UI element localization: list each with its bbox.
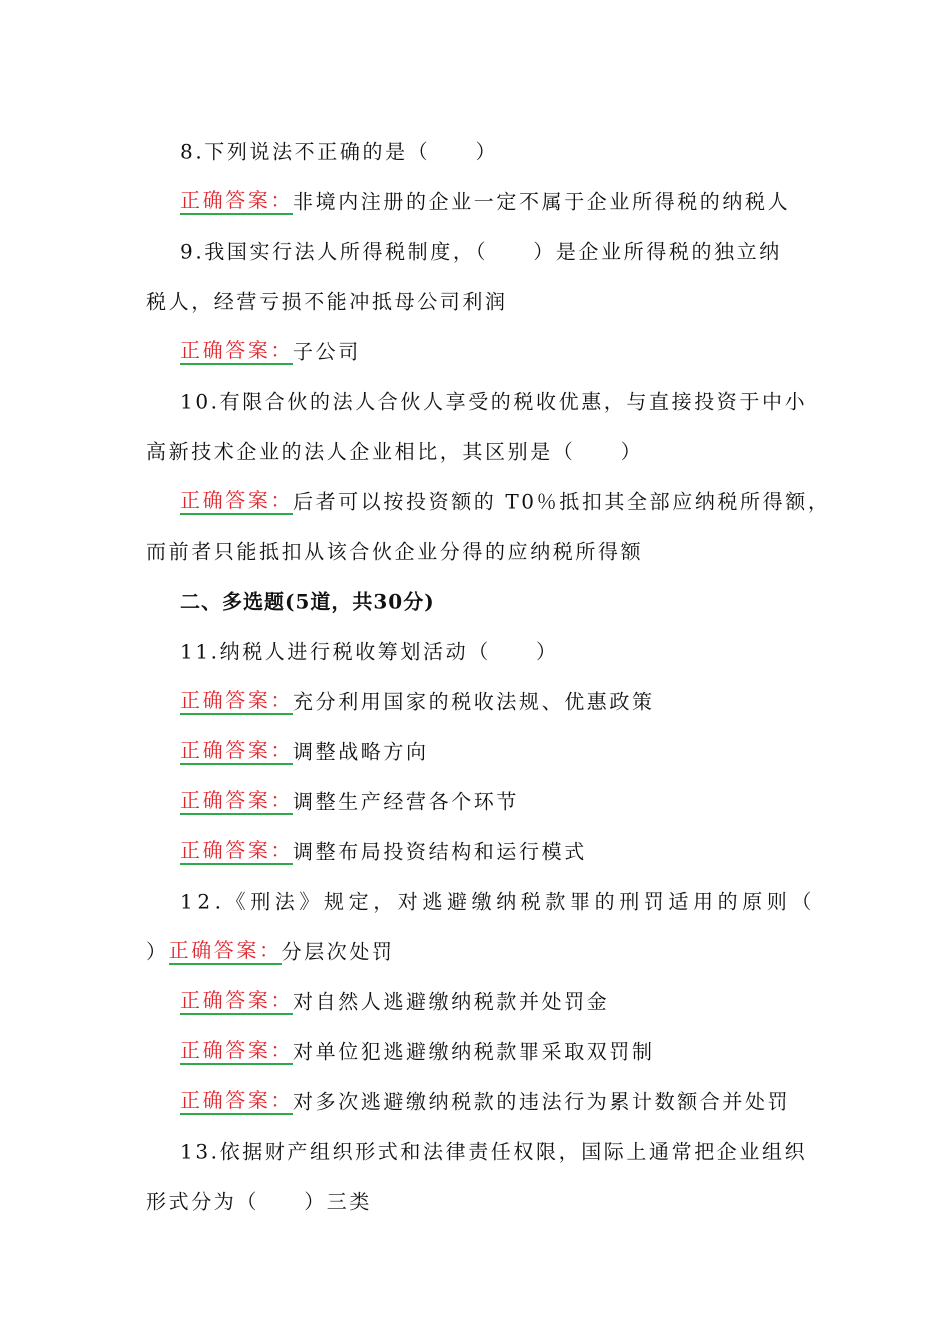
question-9-line2: 税人，经营亏损不能冲抵母公司利润 [146, 289, 508, 314]
answer-11-b: 正确答案：调整战略方向 [180, 737, 429, 764]
answer-label: 正确答案： [180, 689, 293, 715]
answer-9: 正确答案：子公司 [180, 337, 361, 364]
answer-11-a: 正确答案：充分利用国家的税收法规、优惠政策 [180, 687, 655, 714]
question-10-line1: 10.有限合伙的法人合伙人享受的税收优惠，与直接投资于中小 [180, 389, 808, 414]
answer-11-d: 正确答案：调整布局投资结构和运行模式 [180, 837, 587, 864]
answer-label: 正确答案： [180, 339, 293, 365]
section-heading: 二、多选题(5道，共30分) [180, 589, 435, 614]
question-11: 11.纳税人进行税收筹划活动（ ） [180, 639, 559, 664]
answer-label: 正确答案： [180, 1089, 293, 1115]
answer-label: 正确答案： [180, 839, 293, 865]
answer-12-d: 正确答案：对多次逃避缴纳税款的违法行为累计数额合并处罚 [180, 1087, 791, 1114]
answer-8: 正确答案：非境内注册的企业一定不属于企业所得税的纳税人 [180, 187, 791, 214]
question-13-line1: 13.依据财产组织形式和法律责任权限，国际上通常把企业组织 [180, 1139, 808, 1164]
answer-12-b: 正确答案：对自然人逃避缴纳税款并处罚金 [180, 987, 610, 1014]
answer-label: 正确答案： [169, 939, 282, 965]
answer-label: 正确答案： [180, 739, 293, 765]
question-10-line2: 高新技术企业的法人企业相比，其区别是（ ） [146, 439, 644, 464]
answer-label: 正确答案： [180, 189, 293, 215]
answer-10: 正确答案：后者可以按投资额的 T0％抵扣其全部应纳税所得额， [180, 487, 831, 514]
answer-label: 正确答案： [180, 789, 293, 815]
question-12-line1: 12.《刑法》规定，对逃避缴纳税款罪的刑罚适用的原则（ [180, 889, 817, 914]
question-8: 8.下列说法不正确的是（ ） [180, 139, 499, 164]
answer-10-cont: 而前者只能抵扣从该合伙企业分得的应纳税所得额 [146, 539, 644, 564]
answer-12-c: 正确答案：对单位犯逃避缴纳税款罪采取双罚制 [180, 1037, 655, 1064]
question-13-line2: 形式分为（ ）三类 [146, 1189, 372, 1214]
answer-11-c: 正确答案：调整生产经营各个环节 [180, 787, 519, 814]
answer-label: 正确答案： [180, 1039, 293, 1065]
question-9-line1: 9.我国实行法人所得税制度，（ ）是企业所得税的独立纳 [180, 239, 782, 264]
answer-label: 正确答案： [180, 489, 293, 515]
answer-label: 正确答案： [180, 989, 293, 1015]
question-12-line2: ）正确答案：分层次处罚 [146, 937, 395, 964]
